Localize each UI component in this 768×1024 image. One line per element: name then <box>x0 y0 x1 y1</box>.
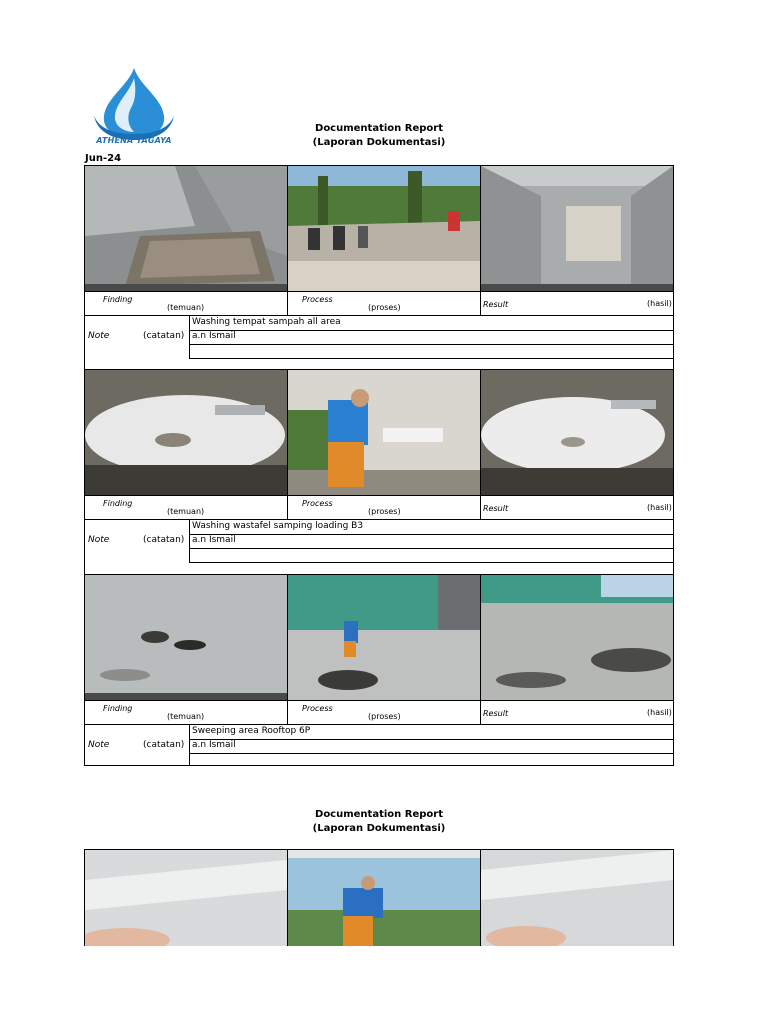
process-photo <box>288 370 481 495</box>
finding-photo <box>85 370 288 495</box>
page2-photo-row <box>84 849 674 946</box>
result-photo <box>481 166 673 291</box>
note-label-cell: Note (catatan) <box>85 725 190 765</box>
note-worker: a.n Ismail <box>190 739 673 754</box>
finding-caption: Finding (temuan) <box>85 701 288 724</box>
process-photo <box>288 575 481 700</box>
note-empty-row <box>190 548 673 563</box>
page2-process-photo <box>288 850 481 946</box>
finding-photo <box>85 166 288 291</box>
caption-row <box>85 496 673 520</box>
documentation-entry-2 <box>84 370 674 575</box>
note-section <box>85 725 673 765</box>
result-caption: Result (hasil) <box>483 503 672 513</box>
documentation-entry-1 <box>84 165 674 370</box>
report-title <box>0 122 758 150</box>
result-caption: Result (hasil) <box>483 299 672 309</box>
note-section <box>85 520 673 563</box>
note-activity: Sweeping area Rooftop 6P <box>190 725 673 740</box>
finding-photo <box>85 575 288 700</box>
report-title-id: (Laporan Dokumentasi) <box>312 137 446 148</box>
page2-finding-photo <box>85 850 288 946</box>
result-photo <box>481 575 673 700</box>
note-label-cell: Note (catatan) <box>85 520 190 563</box>
report-date: Jun-24 <box>85 153 122 164</box>
process-caption: Process (proses) <box>288 701 481 724</box>
caption-row <box>85 701 673 725</box>
note-worker: a.n Ismail <box>190 534 673 549</box>
process-caption: Process (proses) <box>288 292 481 315</box>
process-caption: Process (proses) <box>288 496 481 519</box>
page2-report-title <box>0 808 758 836</box>
caption-row <box>85 292 673 316</box>
note-activity: Washing tempat sampah all area <box>190 316 673 331</box>
photo-row <box>85 370 673 496</box>
page2-title-en: Documentation Report <box>315 809 443 820</box>
note-worker: a.n Ismail <box>190 330 673 345</box>
note-empty-row <box>190 344 673 359</box>
note-label-cell: Note (catatan) <box>85 316 190 359</box>
result-photo <box>481 370 673 495</box>
note-empty-row <box>190 753 673 767</box>
report-title-en: Documentation Report <box>315 123 443 134</box>
note-activity: Washing wastafel samping loading B3 <box>190 520 673 535</box>
page2-result-photo <box>481 850 673 946</box>
finding-caption: Finding (temuan) <box>85 292 288 315</box>
logo-brand-text: ATHENA TAGAYA <box>96 136 172 145</box>
photo-row <box>85 166 673 292</box>
documentation-entry-3 <box>84 575 674 766</box>
process-photo <box>288 166 481 291</box>
result-caption: Result (hasil) <box>483 708 672 718</box>
note-section <box>85 316 673 359</box>
page2-title-id: (Laporan Dokumentasi) <box>312 823 446 834</box>
finding-caption: Finding (temuan) <box>85 496 288 519</box>
photo-row <box>85 575 673 701</box>
